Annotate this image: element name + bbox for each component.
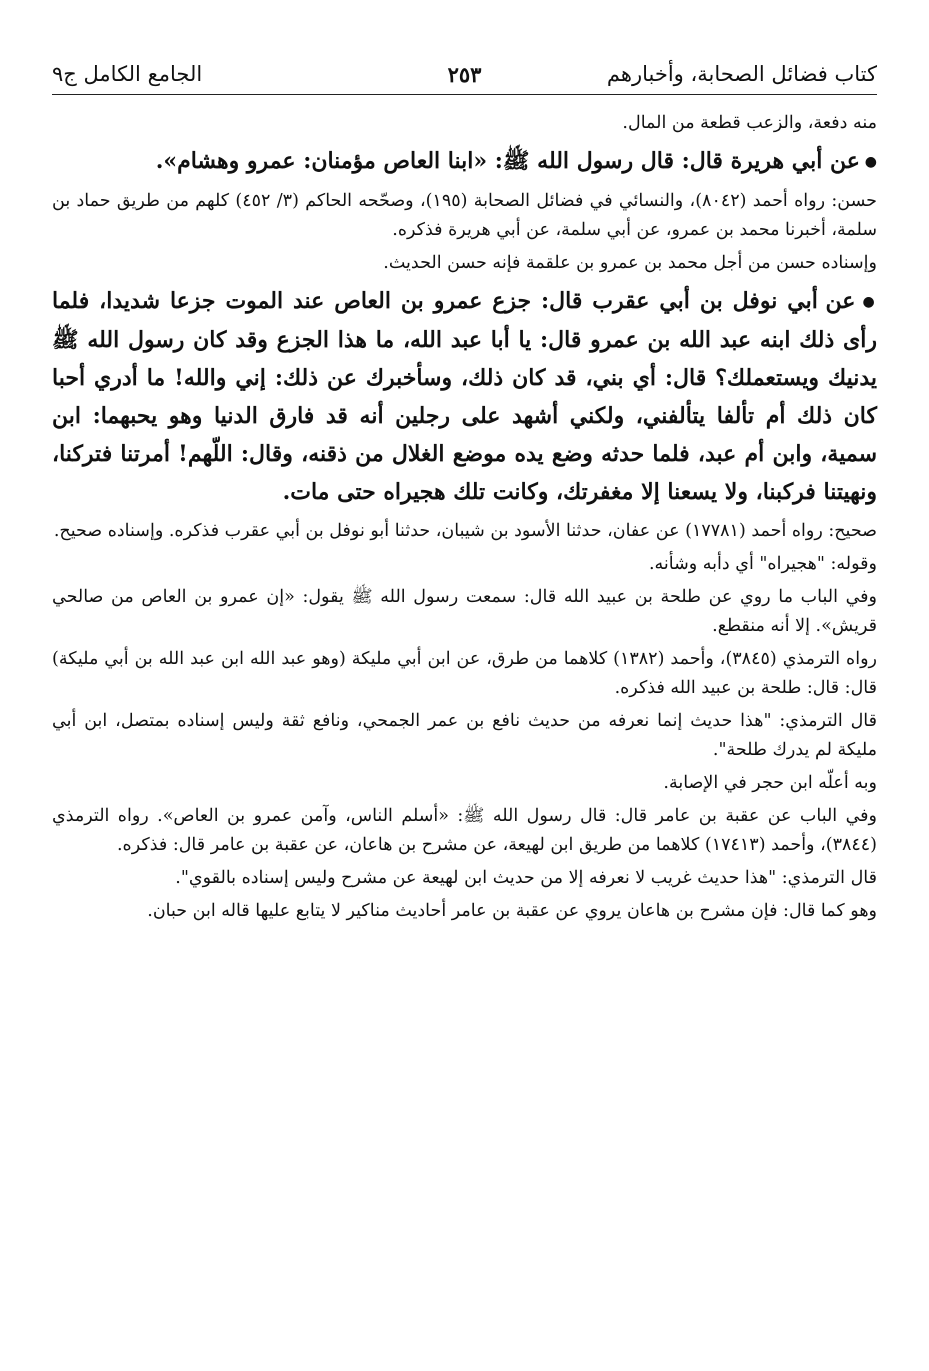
page-content [52,109,877,926]
paragraph: صحيح: رواه أحمد (١٧٧٨١) عن عفان، حدثنا الأسود بن شيبان، حدثنا أبو نوفل بن أبي عقرب فذكره. وإسناده صحيح. [53,521,877,541]
book-title: الجامع الكامل ج٩ [52,62,203,86]
page-number: ٢٥٣ [447,62,482,87]
paragraph: وقوله: "هجيراه" أي دأبه وشأنه. [648,554,877,574]
page-header [52,60,877,95]
paragraph: وفي الباب عن عقبة بن عامر قال: قال رسول الله ﷺ: «أسلم الناس، وآمن عمرو بن العاص». رواه الترمذي (٣٨٤٤)، وأحمد (١٧٤١٣) كلاهما من طريق ابن لهيعة، عن مشرح بن هاعان، عن عقبة بن عامر قال: فذكره. [52,806,877,855]
paragraph: حسن: رواه أحمد (٨٠٤٢)، والنسائي في فضائل الصحابة (١٩٥)، وصحّحه الحاكم (٣/ ٤٥٢) كلهم من طريق حماد بن سلمة، أخبرنا محمد بن عمرو، عن أبي سلمة، عن أبي هريرة فذكره. [52,191,877,240]
hadith-paragraph: ● عن أبي نوفل بن أبي عقرب قال: جزع عمرو بن العاص عند الموت جزعا شديدا، فلما رأى ذلك ابنه عبد الله بن عمرو قال: يا أبا عبد الله، ما هذا الجزع وقد كان رسول الله ﷺ يدنيك ويستعملك؟ قال: أي بني، قد كان ذلك، وسأخبرك عن ذلك: إني والله! ما أدري أحبا كان ذلك أم تألفا يتألفني، ولكني أشهد على رجلين أنه قد فارق الدنيا وهو يحبهما: ابن سمية، وابن أم عبد، فلما حدثه وضع يده موضع الغلال من ذقنه، وقال: اللّهم! أمرتنا فتركنا، ونهيتنا فركبنا، ولا يسعنا إلا مغفرتك، وكانت تلك هجيراه حتى مات. [52,282,877,511]
paragraph: وإسناده حسن من أجل محمد بن عمرو بن علقمة فإنه حسن الحديث. [383,253,877,273]
chapter-title: كتاب فضائل الصحابة، وأخبارهم [606,62,877,86]
hadith-paragraph: ● عن أبي هريرة قال: قال رسول الله ﷺ: «ابنا العاص مؤمنان: عمرو وهشام». [52,142,877,181]
paragraph: قال الترمذي: "هذا حديث غريب لا نعرفه إلا من حديث ابن لهيعة عن مشرح وليس إسناده بالقوي". [175,868,877,888]
paragraph: رواه الترمذي (٣٨٤٥)، وأحمد (١٣٨٢) كلاهما من طرق، عن ابن أبي مليكة (وهو عبد الله ابن عبد الله بن أبي مليكة) قال: قال: طلحة بن عبيد الله فذكره. [52,649,877,698]
paragraph: قال الترمذي: "هذا حديث إنما نعرفه من حديث نافع بن عمر الجمحي، ونافع ثقة وليس إسناده بمتصل، ابن أبي مليكة لم يدرك طلحة". [52,711,877,760]
paragraph: وبه أعلّه ابن حجر في الإصابة. [663,773,877,793]
paragraph: وفي الباب ما روي عن طلحة بن عبيد الله قال: سمعت رسول الله ﷺ يقول: «إن عمرو بن العاص من صالحي قريش». إلا أنه منقطع. [52,587,877,636]
paragraph: منه دفعة، والزعب قطعة من المال. [622,113,877,133]
paragraph: وهو كما قال: فإن مشرح بن هاعان يروي عن عقبة بن عامر أحاديث مناكير لا يتابع عليها قاله ابن حبان. [147,901,877,921]
